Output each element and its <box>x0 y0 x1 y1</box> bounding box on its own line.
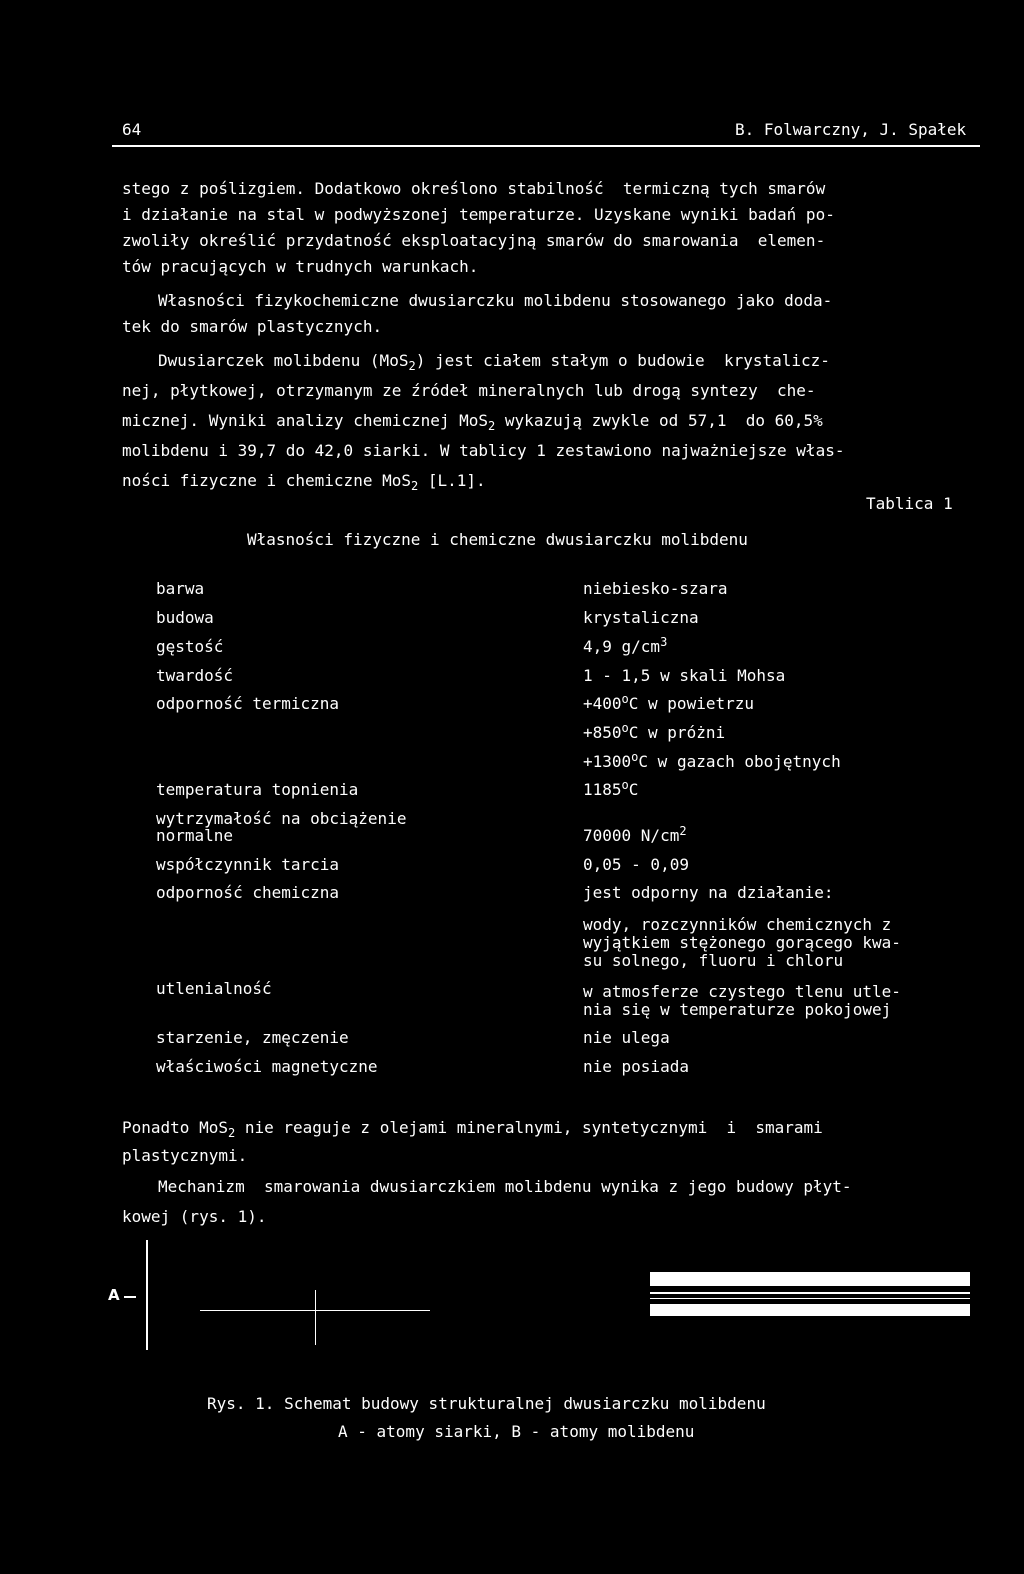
paragraph-line: Mechanizm smarowania dwusiarczkiem molibdenu wynika z jego budowy płyt- <box>158 1177 852 1196</box>
intro-line: stego z poślizgiem. Dodatkowo określono stabilność termiczną tych smarów <box>122 179 826 198</box>
table-row-key: normalne <box>156 826 234 845</box>
figure-short-vertical <box>315 1290 316 1345</box>
table-row-value: wody, rozczynników chemicznych z <box>583 915 892 934</box>
table-row-key: barwa <box>156 579 205 598</box>
mos2-description-paragraph <box>122 346 982 496</box>
table-caption: Własności fizyczne i chemiczne dwusiarczku molibdenu <box>247 530 748 549</box>
figure-layer-band-bottom <box>650 1304 970 1316</box>
table-row-value: 4,9 $g/cm^3$ <box>583 635 668 656</box>
page-number: 64 <box>122 120 142 139</box>
table-row-value: krystaliczna <box>583 608 699 627</box>
table-row-key: właściwości magnetyczne <box>156 1057 378 1076</box>
paragraph-line: nej, płytkowej, otrzymanym ze źródeł mineralnych lub drogą syntezy che- <box>122 381 816 400</box>
figure-a-tick <box>124 1296 136 1298</box>
table-row-value: wyjątkiem stężonego gorącego kwa- <box>583 933 901 952</box>
paragraph-line: kowej (rys. 1). <box>122 1207 267 1226</box>
intro-line: i działanie na stal w podwyższonej temperaturze. Uzyskane wyniki badań po- <box>122 205 835 224</box>
paragraph-line: Ponadto MoS$_2$ nie reaguje z olejami mineralnymi, syntetycznymi i smarami <box>122 1118 823 1140</box>
table-row-key: starzenie, zmęczenie <box>156 1028 349 1047</box>
table-row-key: współczynnik tarcia <box>156 855 340 874</box>
header-rule <box>112 145 980 147</box>
table-row-value: 0,05 - 0,09 <box>583 855 689 874</box>
running-header-authors: B. Folwarczny, J. Spałek <box>735 120 967 139</box>
figure-layer-line <box>650 1298 970 1299</box>
table-row-value: su solnego, fluoru i chloru <box>583 951 844 970</box>
table-row-value: nia się w temperaturze pokojowej <box>583 1000 892 1019</box>
figure-layer-band-top <box>650 1272 970 1286</box>
table-row-key: twardość <box>156 666 234 685</box>
table-row-value: $+850^oC$ w próżni <box>583 721 726 742</box>
table-row-key: odporność termiczna <box>156 694 340 713</box>
figure-caption-line: Rys. 1. Schemat budowy strukturalnej dwusiarczku molibdenu <box>207 1394 766 1413</box>
figure-caption-line: A - atomy siarki, B - atomy molibdenu <box>338 1422 695 1441</box>
section-heading-line: tek do smarów plastycznych. <box>122 317 383 336</box>
paragraph-line: micznej. Wyniki analizy chemicznej MoS$_2$ wykazują zwykle od 57,1 do 60,5% <box>122 411 823 433</box>
paragraph-line: Dwusiarczek molibdenu (MoS$_2$) jest ciałem stałym o budowie krystalicz- <box>158 351 830 373</box>
table-row-value: 1 - 1,5 w skali Mohsa <box>583 666 786 685</box>
table-row-value: niebiesko-szara <box>583 579 728 598</box>
section-heading-line: Własności fizykochemiczne dwusiarczku molibdenu stosowanego jako doda- <box>158 291 833 310</box>
table-row-value: jest odporny na działanie: <box>583 883 834 902</box>
table-row-value: nie ulega <box>583 1028 670 1047</box>
table-row-value: 1185$^o$C <box>583 778 639 799</box>
table-row-key: budowa <box>156 608 214 627</box>
table-row-key: odporność chemiczna <box>156 883 340 902</box>
figure-label-a: A <box>108 1286 120 1304</box>
table-row-key: utlenialność <box>156 979 272 998</box>
table-row-value: $+400^oC$ w powietrzu <box>583 692 754 713</box>
table-row-key: wytrzymałość na obciążenie <box>156 809 407 828</box>
table-row-key: temperatura topnienia <box>156 780 359 799</box>
paragraph-mos2-reactivity <box>122 1114 982 1170</box>
table-row-key: gęstość <box>156 637 224 656</box>
figure-layer-line <box>650 1292 970 1294</box>
table-row-value: 70000 $N/cm^2$ <box>583 824 687 845</box>
paragraph-lubrication-mechanism <box>122 1172 982 1232</box>
table-label: Tablica 1 <box>866 494 953 513</box>
table-row-value: $+1300^oC$ w gazach obojętnych <box>583 750 841 771</box>
paragraph-line: molibdenu i 39,7 do 42,0 siarki. W tablicy 1 zestawiono najważniejsze włas- <box>122 441 845 460</box>
paragraph-line: ności fizyczne i chemiczne MoS$_2$ [L.1]. <box>122 471 486 493</box>
paragraph-line: plastycznymi. <box>122 1146 248 1165</box>
intro-line: zwoliły określić przydatność eksploatacyjną smarów do smarowania elemen- <box>122 231 826 250</box>
figure-vertical-axis <box>146 1240 148 1350</box>
table-row-value: w atmosferze czystego tlenu utle- <box>583 982 901 1001</box>
intro-line: tów pracujących w trudnych warunkach. <box>122 257 479 276</box>
table-row-value: nie posiada <box>583 1057 689 1076</box>
intro-paragraph <box>122 176 982 280</box>
section-heading <box>122 288 982 340</box>
